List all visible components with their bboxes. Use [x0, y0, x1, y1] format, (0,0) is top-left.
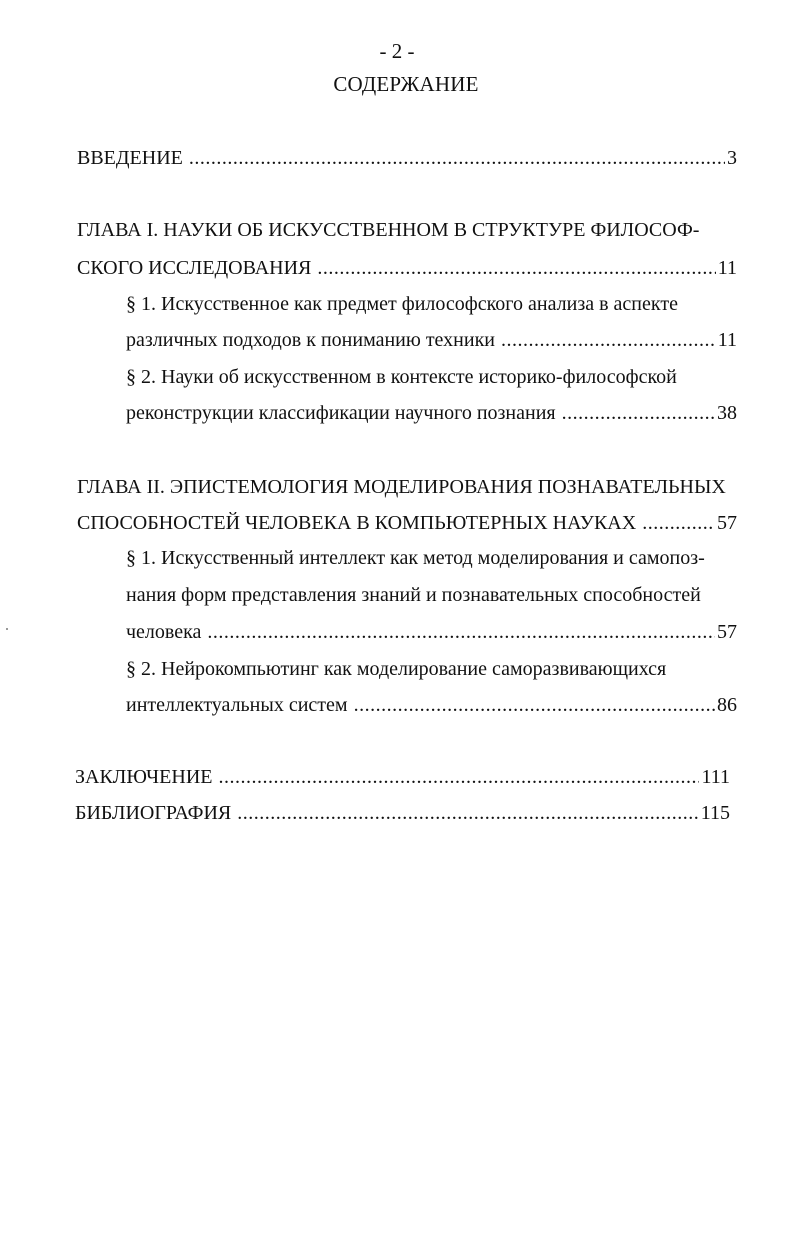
toc-entry-intro[interactable]	[77, 143, 737, 173]
toc-ch1-s1-line1[interactable]: § 1. Искусственное как предмет философского анализа в аспекте	[126, 293, 678, 315]
toc-entry-label: БИБЛИОГРАФИЯ	[75, 802, 232, 824]
toc-entry-label: человека	[126, 621, 202, 643]
scan-speck	[6, 628, 8, 630]
toc-page-number: 57	[717, 621, 737, 643]
toc-entry-ch2-s2[interactable]	[126, 690, 737, 720]
dot-leader	[642, 508, 715, 538]
toc-entry-ch1-s1[interactable]	[126, 325, 737, 355]
toc-chapter2-line1[interactable]: ГЛАВА II. ЭПИСТЕМОЛОГИЯ МОДЕЛИРОВАНИЯ ПОЗНАВАТЕЛЬНЫХ	[77, 476, 726, 498]
toc-page-number: 115	[700, 802, 730, 824]
toc-chapter1-line1[interactable]: ГЛАВА I. НАУКИ ОБ ИСКУССТВЕННОМ В СТРУКТУРЕ ФИЛОСОФ-	[77, 219, 700, 241]
toc-ch2-s2-line1[interactable]: § 2. Нейрокомпьютинг как моделирование саморазвивающихся	[126, 658, 667, 680]
toc-entry-label: различных подходов к пониманию техники	[126, 329, 495, 351]
toc-page-number: 86	[717, 694, 737, 716]
toc-entry-label: СКОГО ИССЛЕДОВАНИЯ	[77, 257, 312, 279]
toc-page-number: 11	[717, 257, 737, 279]
toc-entry-ch2-s1[interactable]	[126, 617, 737, 647]
toc-ch2-s1-line2[interactable]: нания форм представления знаний и познавательных способностей	[126, 584, 701, 606]
page-number: - 2 -	[379, 39, 415, 63]
toc-ch2-s1-line1[interactable]: § 1. Искусственный интеллект как метод моделирования и самопоз-	[126, 547, 705, 569]
dot-leader	[189, 143, 725, 173]
dot-leader	[562, 398, 715, 428]
toc-page-number: 38	[717, 402, 737, 424]
dot-leader	[218, 762, 699, 792]
toc-page-number: 57	[717, 512, 737, 534]
page-title: СОДЕРЖАНИЕ	[333, 72, 479, 96]
dot-leader	[207, 617, 715, 647]
toc-entry-label: СПОСОБНОСТЕЙ ЧЕЛОВЕКА В КОМПЬЮТЕРНЫХ НАУКАХ	[77, 512, 637, 534]
dot-leader	[317, 253, 715, 283]
toc-ch1-s2-line1[interactable]: § 2. Науки об искусственном в контексте историко-философской	[126, 366, 677, 388]
toc-entry-label: ВВЕДЕНИЕ	[77, 147, 183, 169]
toc-entry-label: реконструкции классификации научного познания	[126, 402, 556, 424]
toc-entry-ch1-s2[interactable]	[126, 398, 737, 428]
toc-entry-bibliography[interactable]	[75, 798, 730, 828]
dot-leader	[354, 690, 715, 720]
toc-entry-label: интеллектуальных систем	[126, 694, 348, 716]
toc-entry-conclusion[interactable]	[75, 762, 730, 792]
dot-leader	[501, 325, 716, 355]
dot-leader	[237, 798, 698, 828]
toc-entry-chapter2[interactable]	[77, 508, 737, 538]
toc-entry-label: ЗАКЛЮЧЕНИЕ	[75, 766, 213, 788]
toc-entry-chapter1[interactable]	[77, 253, 737, 283]
toc-page-number: 111	[701, 766, 730, 788]
toc-page-number: 11	[717, 329, 737, 351]
toc-page-number: 3	[727, 147, 737, 169]
